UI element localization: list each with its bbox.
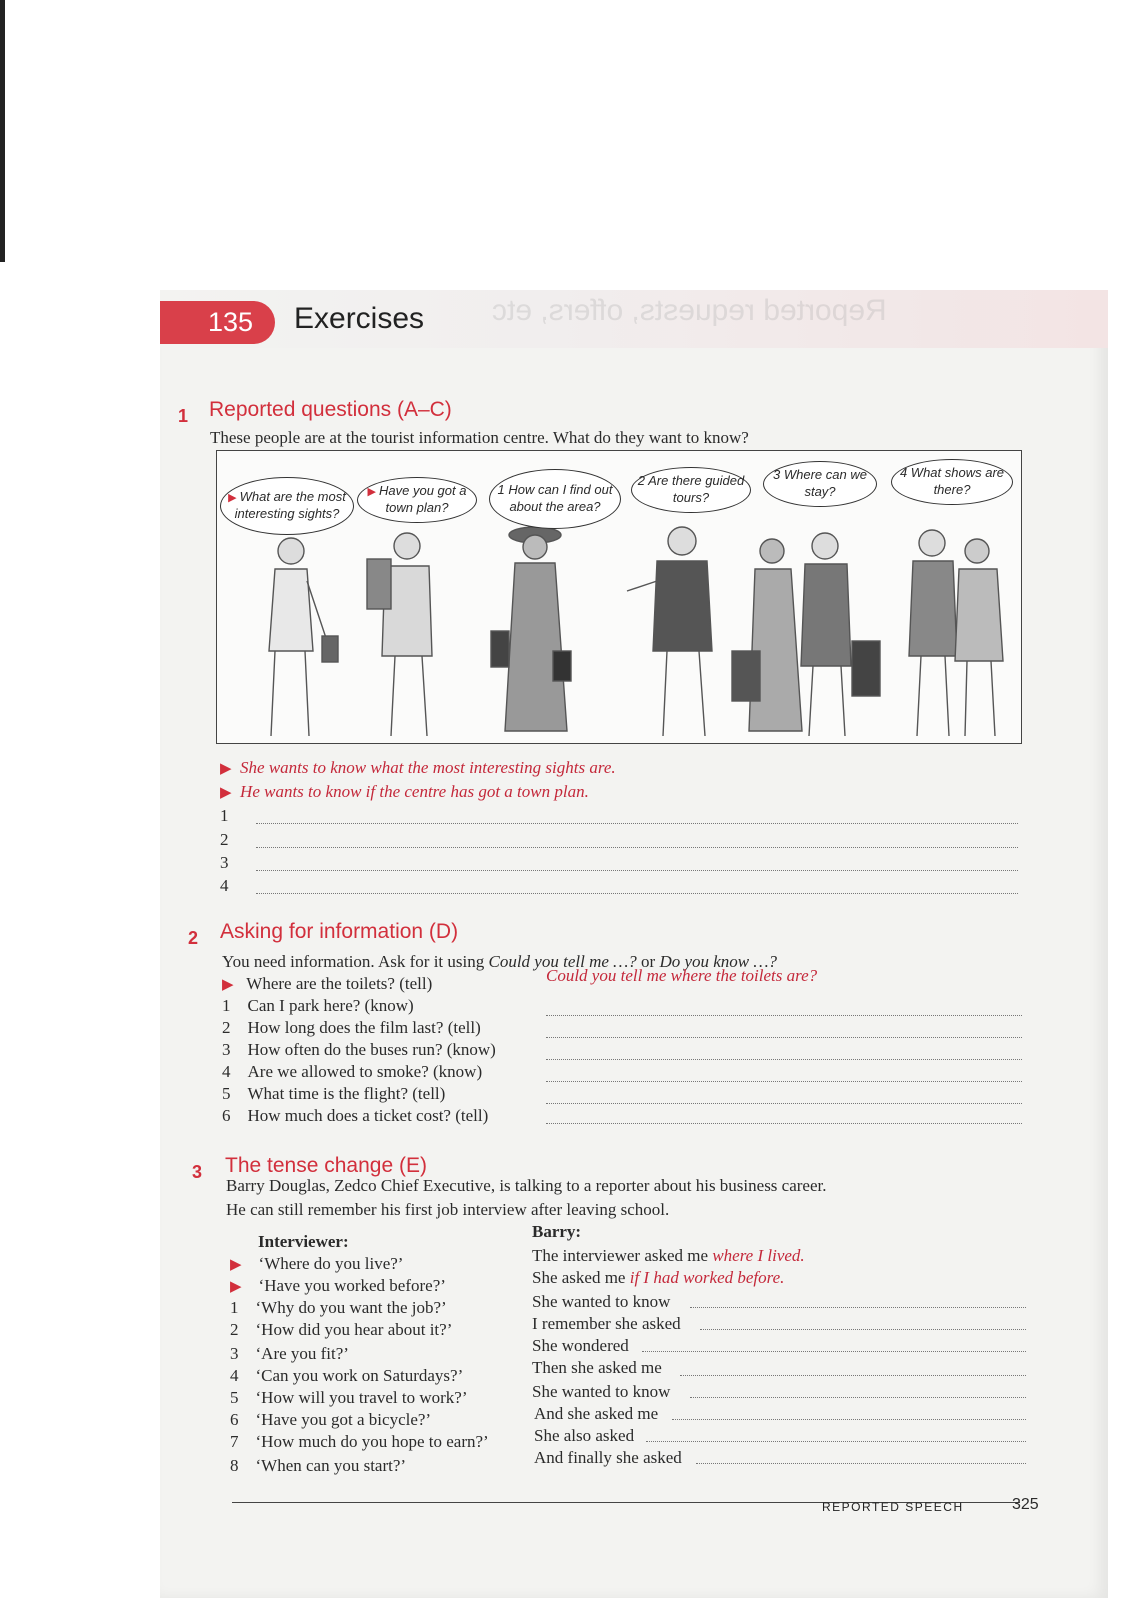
interviewer-column-heading: Interviewer:: [258, 1232, 349, 1251]
ex2-item-6: 6 How much does a ticket cost? (tell): [222, 1106, 489, 1125]
ex3-item-8-answer: And finally she asked: [534, 1448, 682, 1467]
speech-bubble-3: 1 How can I find out about the area?: [489, 469, 621, 529]
ex3-answer-line-1[interactable]: [690, 1306, 1026, 1308]
ex3-answer-line-4[interactable]: [680, 1374, 1026, 1376]
ex3-answer-line-5[interactable]: [690, 1396, 1026, 1398]
ex3-item-7-question: 7 ‘How much do you hope to earn?’: [230, 1432, 489, 1451]
page-title: Exercises: [294, 302, 425, 335]
ex3-answer-line-2[interactable]: [700, 1328, 1026, 1330]
tourist-woman-hat: [491, 527, 571, 731]
ex3-example-1-answer: The interviewer asked me where I lived.: [532, 1246, 805, 1265]
ex1-answer-line-4[interactable]: [256, 892, 1018, 894]
ex1-line-4[interactable]: 4: [220, 876, 229, 895]
ex1-answer-line-3[interactable]: [256, 869, 1018, 871]
ex1-answer-line-2[interactable]: [256, 846, 1018, 848]
exercise-2-instruction: You need information. Ask for it using Could you tell me …? or Do you know …?: [222, 952, 778, 971]
exercise-3-title: The tense change (E): [225, 1154, 427, 1177]
unit-number-badge: 135: [160, 301, 275, 344]
ex2-answer-line-1[interactable]: [546, 1014, 1022, 1016]
ex3-example-1-question: ▶ ‘Where do you live?’: [230, 1254, 404, 1273]
barry-column-heading: Barry:: [532, 1222, 582, 1241]
exercise-3-number: 3: [192, 1162, 203, 1182]
textbook-page: [160, 290, 1108, 1598]
footer-section-label: REPORTED SPEECH: [822, 1500, 964, 1514]
ex2-answer-line-5[interactable]: [546, 1102, 1022, 1104]
ex3-item-4-question: 4 ‘Can you work on Saturdays?’: [230, 1366, 464, 1385]
ex3-example-2-question: ▶ ‘Have you worked before?’: [230, 1276, 446, 1295]
exercise-1-number: 1: [178, 406, 189, 426]
speech-bubble-6: 4 What shows are there?: [891, 459, 1013, 505]
ex3-item-6-question: 6 ‘Have you got a bicycle?’: [230, 1410, 432, 1429]
tourist-woman-1: [269, 538, 338, 736]
ex1-example-2: ▶ He wants to know if the centre has got a town plan.: [220, 782, 589, 801]
ex3-item-6-answer: And she asked me: [534, 1404, 659, 1423]
tourists-illustration: [216, 450, 1022, 744]
ex3-answer-line-3[interactable]: [642, 1350, 1026, 1352]
tourist-pair-right: [909, 530, 1003, 736]
ex1-line-3[interactable]: 3: [220, 853, 229, 872]
ex2-example-answer: Could you tell me where the toilets are?: [546, 966, 818, 985]
ex2-item-5: 5 What time is the flight? (tell): [222, 1084, 446, 1103]
exercise-3-instruction-1: Barry Douglas, Zedco Chief Executive, is talking to a reporter about his business career.: [226, 1176, 827, 1195]
ex2-item-3: 3 How often do the buses run? (know): [222, 1040, 496, 1059]
ex2-item-4: 4 Are we allowed to smoke? (know): [222, 1062, 483, 1081]
ex1-example-1: ▶ She wants to know what the most interesting sights are.: [220, 758, 616, 777]
ex2-answer-line-6[interactable]: [546, 1122, 1022, 1124]
exercise-2-number: 2: [188, 928, 199, 948]
speech-bubble-4: 2 Are there guided tours?: [631, 467, 751, 513]
ex3-answer-line-7[interactable]: [646, 1440, 1026, 1442]
speech-bubble-1: ▶ What are the most interesting sights?: [220, 477, 354, 535]
ex3-item-3-question: 3 ‘Are you fit?’: [230, 1344, 349, 1363]
tourist-backpacker: [367, 533, 432, 736]
speech-bubble-5: 3 Where can we stay?: [763, 461, 877, 507]
bleed-through-title: Reported requests, offers, etc: [492, 294, 887, 327]
exercise-1-title: Reported questions (A–C): [209, 398, 452, 421]
ex2-item-2: 2 How long does the film last? (tell): [222, 1018, 481, 1037]
ex3-item-1-answer: She wanted to know: [532, 1292, 671, 1311]
tourist-couple: [732, 533, 880, 736]
ex2-answer-line-4[interactable]: [546, 1080, 1022, 1082]
ex2-answer-line-3[interactable]: [546, 1058, 1022, 1060]
ex3-item-2-question: 2 ‘How did you hear about it?’: [230, 1320, 453, 1339]
exercise-3-instruction-2: He can still remember his first job interview after leaving school.: [226, 1200, 670, 1219]
speech-bubble-2: ▶ Have you got a town plan?: [357, 477, 477, 523]
ex3-item-3-answer: She wondered: [532, 1336, 629, 1355]
exercise-2-title: Asking for information (D): [220, 920, 459, 943]
ex1-line-1[interactable]: 1: [220, 806, 229, 825]
ex1-answer-line-1[interactable]: [256, 822, 1018, 824]
scan-edge-bar: [0, 0, 5, 262]
ex3-item-5-question: 5 ‘How will you travel to work?’: [230, 1388, 468, 1407]
tourist-man-jacket: [627, 527, 712, 736]
ex3-item-1-question: 1 ‘Why do you want the job?’: [230, 1298, 447, 1317]
ex1-line-2[interactable]: 2: [220, 830, 229, 849]
ex2-example: ▶ Where are the toilets? (tell): [222, 974, 433, 993]
ex3-item-4-answer: Then she asked me: [532, 1358, 662, 1377]
ex3-item-7-answer: She also asked: [534, 1426, 635, 1445]
ex2-item-1: 1 Can I park here? (know): [222, 996, 414, 1015]
ex3-answer-line-8[interactable]: [696, 1462, 1026, 1464]
ex2-answer-line-2[interactable]: [546, 1036, 1022, 1038]
exercise-1-instruction: These people are at the tourist information centre. What do they want to know?: [210, 428, 749, 447]
ex3-item-5-answer: She wanted to know: [532, 1382, 671, 1401]
ex3-answer-line-6[interactable]: [672, 1418, 1026, 1420]
ex3-item-8-question: 8 ‘When can you start?’: [230, 1456, 407, 1475]
page-number: 325: [1012, 1496, 1039, 1513]
ex3-item-2-answer: I remember she asked: [532, 1314, 681, 1333]
ex3-example-2-answer: She asked me if I had worked before.: [532, 1268, 785, 1287]
